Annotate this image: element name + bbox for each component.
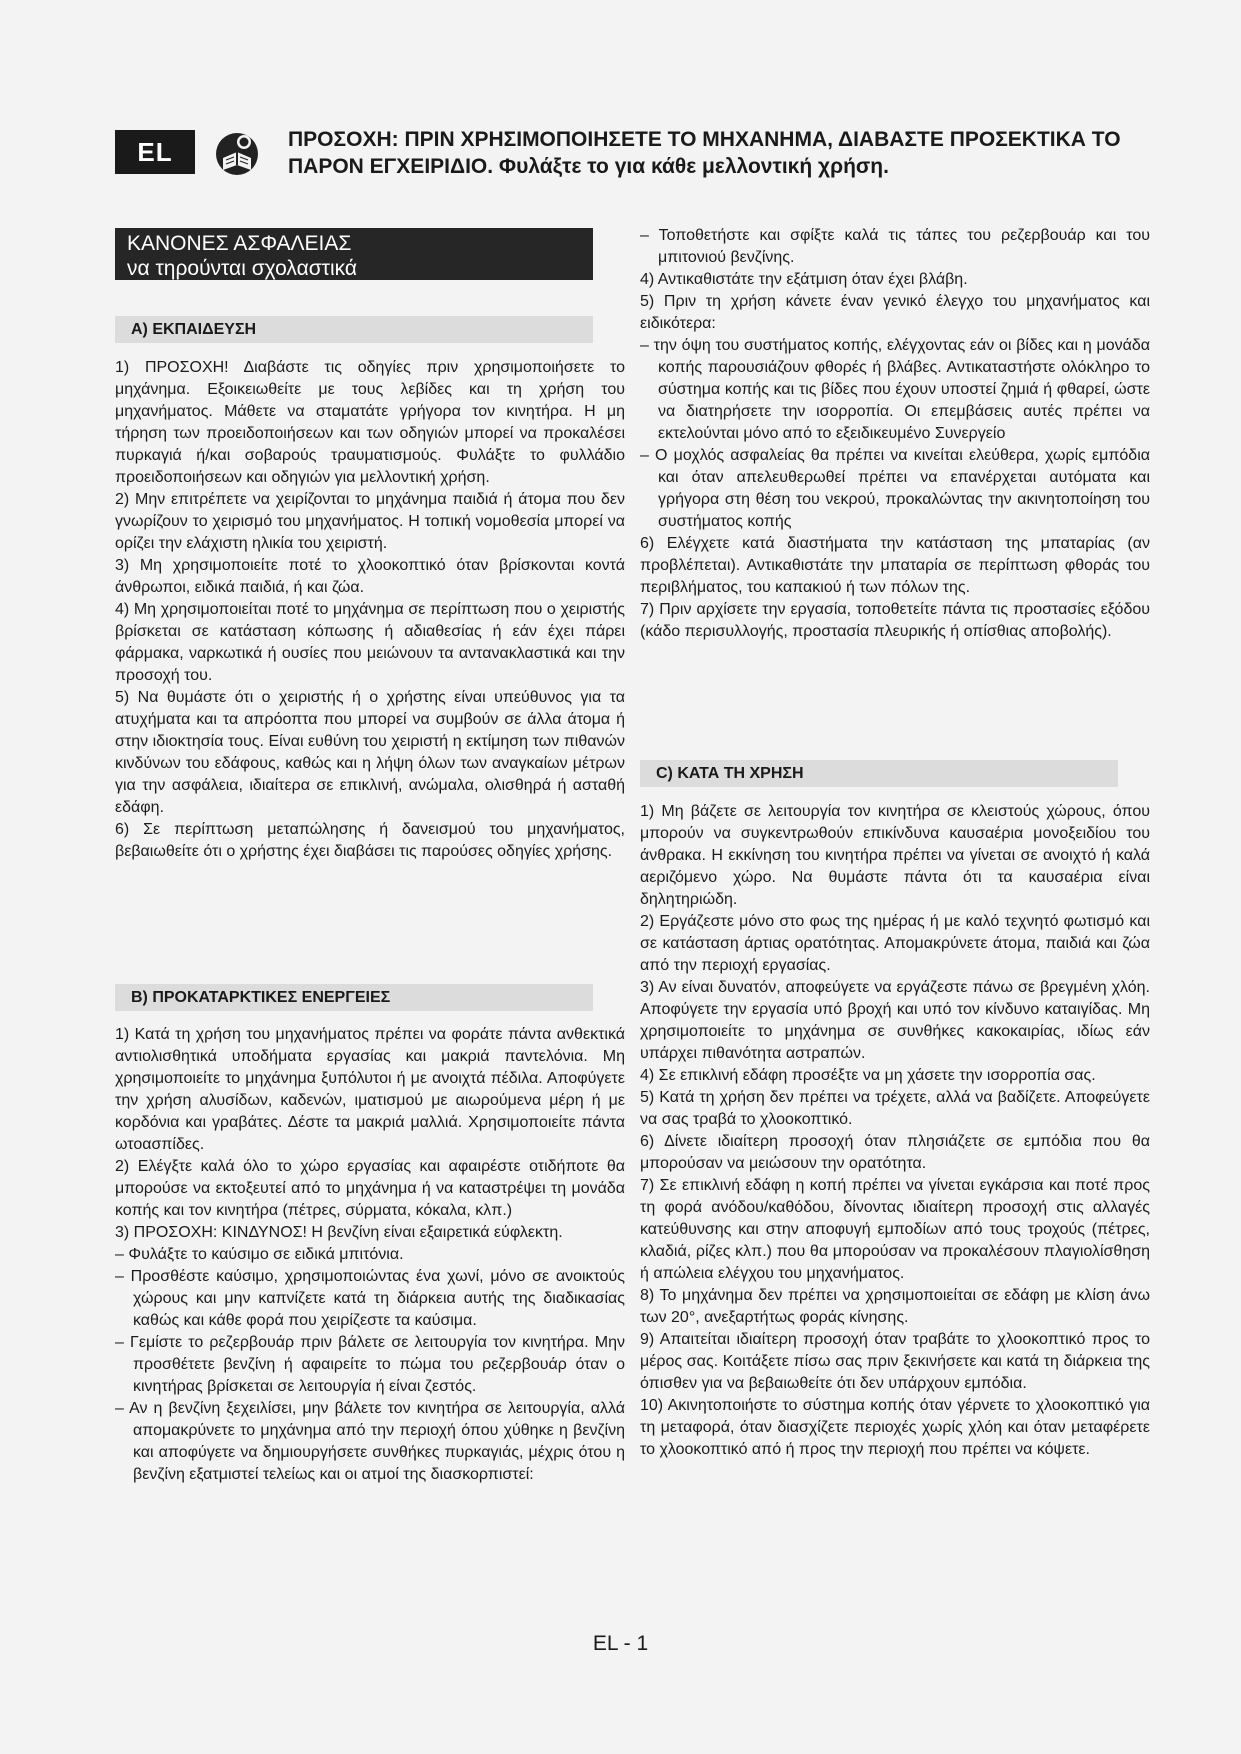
section-a-heading: A) ΕΚΠΑΙΔΕΥΣΗ [115,316,593,343]
c-item: 6) Δίνετε ιδιαίτερη προσοχή όταν πλησιάζετε σε εμπόδια που θα μπορούσαν να μειώσουν την ορατότητα. [640,1133,1150,1172]
page-number: EL - 1 [592,1632,649,1655]
a-item: 2) Μην επιτρέπετε να χειρίζονται το μηχάνημα παιδιά ή άτομα που δεν γνωρίζουν το χειρισμό του μηχανήματος. Η τοπική νομοθεσία μπορεί να ορίζει την ελάχιστη ηλικία του χειριστή. [115,491,625,552]
read-manual-icon [215,128,263,178]
right-item: 6) Ελέγχετε κατά διαστήματα την κατάσταση της μπαταρίας (αν προβλέπεται). Αντικαθιστάτε την μπαταρία σε περίπτωση φθοράς του περιβλήματος, του καπακιού ή των πόλων της. [640,535,1150,596]
right-dash-item: – την όψη του συστήματος κοπής, ελέγχοντας εάν οι βίδες και η μονάδα κοπής παρουσιάζουν φθορές ή βλάβες. Αντικαταστήστε ολόκληρο το σύστημα κοπής και τις βίδες που έχουν υποστεί ζημιά ή φθαρεί, ώστε να διατηρήσετε την ισορροπία. Οι επεμβάσεις αυτές πρέπει να εκτελούνται μόνο από το εξειδικευμένο Συνεργείο [640,337,1150,442]
c-item: 7) Σε επικλινή εδάφη η κοπή πρέπει να γίνεται εγκάρσια και ποτέ προς τη φορά ανόδου/καθόδου, δίνοντας ιδιαίτερη προσοχή στις αλλαγές κατεύθυνσης και στην αποφυγή εμποδίων από τους τροχούς (πέτρες, κλαδιά, ρίζες κλπ.) που θα μπορούσαν να προκαλέσουν πλαγιολίσθηση ή απώλεια ελέγχου του μηχανήματος. [640,1177,1150,1282]
section-c-text [640,801,1150,1461]
banner-line-2: να τηρούνται σχολαστικά [127,257,358,280]
warning-title: ΠΡΟΣΟΧΗ: ΠΡΙΝ ΧΡΗΣΙΜΟΠΟΙΗΣΕΤΕ ΤΟ ΜΗΧΑΝΗΜΑ, ΔΙΑΒΑΣΤΕ ΠΡΟΣΕΚΤΙΚΑ ΤΟ ΠΑΡΟΝ ΕΓΧΕΙΡΙΔΙΟ. Φυλάξτε το για κάθε μελλοντική χρήση. [288,128,1121,178]
c-item: 9) Απαιτείται ιδιαίτερη προσοχή όταν τραβάτε το χλοοκοπτικό προς το μέρος σας. Κοιτάξετε πίσω σας πριν ξεκινήσετε και κατά τη διάρκεια της όπισθεν για να βεβαιωθείτε ότι δεν υπάρχουν εμπόδια. [640,1331,1150,1392]
b-dash-item: – Φυλάξτε το καύσιμο σε ειδικά μπιτόνια. [115,1246,404,1263]
section-b-heading: B) ΠΡΟΚΑΤΑΡΚΤΙΚΕΣ ΕΝΕΡΓΕΙΕΣ [115,984,593,1011]
b-item: 1) Κατά τη χρήση του μηχανήματος πρέπει να φοράτε πάντα ανθεκτικά αντιολισθητικά υποδήματα εργασίας και μακριά παντελόνια. Μη χρησιμοποιείτε το μηχάνημα ξυπόλυτοι ή με ανοιχτά πέδιλα. Αποφύγετε την χρήση αλυσίδων, καδενών, ιματισμού με αιωρούμενα μέρη ή με κορδόνια και γραβάτες. Δέστε τα μακριά μαλλιά. Χρησιμοποιείτε πάντα ωτοασπίδες. [115,1026,625,1153]
right-item: 5) Πριν τη χρήση κάνετε έναν γενικό έλεγχο του μηχανήματος και ειδικότερα: [640,293,1150,332]
c-item: 5) Κατά τη χρήση δεν πρέπει να τρέχετε, αλλά να βαδίζετε. Αποφεύγετε να σας τραβά το χλοοκοπτικό. [640,1089,1150,1128]
right-dash-item: – Ο μοχλός ασφαλείας θα πρέπει να κινείται ελεύθερα, χωρίς εμπόδια και όταν απελευθερωθεί πρέπει να επανέρχεται αυτόματα και γρήγορα στη θέση του νεκρού, προκαλώντας την ακινητοποίηση του συστήματος κοπής [640,447,1150,530]
c-item: 10) Ακινητοποιήστε το σύστημα κοπής όταν γέρνετε το χλοοκοπτικό για τη μεταφορά, όταν διασχίζετε περιοχές χωρίς χλόη και όταν μεταφέρετε το χλοοκοπτικό από ή προς την περιοχή που πρέπει να κόψετε. [640,1397,1150,1458]
a-item: 3) Μη χρησιμοποιείτε ποτέ το χλοοκοπτικό όταν βρίσκονται κοντά άνθρωποι, ειδικά παιδιά, ή και ζώα. [115,557,625,596]
right-item: 7) Πριν αρχίσετε την εργασία, τοποθετείτε πάντα τις προστασίες εξόδου (κάδο περισυλλογής, προστασία πλευρικής ή οπίσθιας αποβολής). [640,601,1150,640]
a-item: 4) Μη χρησιμοποιείται ποτέ το μηχάνημα σε περίπτωση που ο χειριστής βρίσκεται σε κατάσταση κόπωσης ή αδιαθεσίας ή εάν έχει πάρει φάρμακα, ναρκωτικά ή ουσίες που μειώνουν τα αντανακλαστικά και την προσοχή του. [115,601,625,684]
c-item: 3) Αν είναι δυνατόν, αποφεύγετε να εργάζεστε πάνω σε βρεγμένη χλόη. Αποφύγετε την εργασία υπό βροχή και υπό τον κίνδυνο καταιγίδας. Μη χρησιμοποιείτε το μηχάνημα σε συνθήκες κακοκαιρίας, ιδίως εάν υπάρχει πιθανότητα αστραπών. [640,979,1150,1062]
banner-line-1: ΚΑΝΟΝΕΣ ΑΣΦΑΛΕΙΑΣ [127,232,352,255]
b-dash-item: – Γεμίστε το ρεζερβουάρ πριν βάλετε σε λειτουργία τον κινητήρα. Μην προσθέτετε βενζίνη ή αφαιρείτε το πώμα του ρεζερβουάρ όταν ο κινητήρας βρίσκεται σε λειτουργία ή είναι ζεστός. [115,1334,625,1395]
right-column-top-text [640,225,1150,643]
safety-rules-banner [115,228,593,280]
b-dash-item: – Αν η βενζίνη ξεχειλίσει, μην βάλετε τον κινητήρα σε λειτουργία, αλλά απομακρύνετε το μηχάνημα από την περιοχή όπου χύθηκε η βενζίνη και αποφύγετε να δημιουργήσετε συνθήκες πυρκαγιάς, μέχρις ότου η βενζίνη εξατμιστεί τελείως και οι ατμοί της διασκορπιστεί: [115,1400,625,1483]
a-item: 5) Να θυμάστε ότι ο χειριστής ή ο χρήστης είναι υπεύθυνος για τα ατυχήματα και τα απρόοπτα που μπορεί να συμβούν σε άλλα άτομα ή στην ιδιοκτησία τους. Είναι ευθύνη του χειριστή η εκτίμηση των πιθανών κινδύνων του εδάφους, καθώς και η λήψη όλων των αναγκαίων μέτρων για την ασφάλεια, ιδιαίτερα σε επικλινή, ανώμαλα, ολισθηρά ή ασταθή εδάφη. [115,689,625,816]
a-item: 1) ΠΡΟΣΟΧΗ! Διαβάστε τις οδηγίες πριν χρησιμοποιήσετε το μηχάνημα. Εξοικειωθείτε με τους λεβίδες και τη χρήση του μηχανήματος. Μάθετε να σταματάτε γρήγορα τον κινητήρα. Η μη τήρηση των προειδοποιήσεων και των οδηγιών μπορεί να προκαλέσει πυρκαγιά ή/και σοβαρούς τραυματισμούς. Φυλάξτε το φυλλάδιο προειδοποιήσεων και οδηγιών για μελλοντική χρήση. [115,359,625,486]
b-dash-item: – Προσθέστε καύσιμο, χρησιμοποιώντας ένα χωνί, μόνο σε ανοικτούς χώρους και μην καπνίζετε κατά τη διάρκεια αυτής της διαδικασίας καθώς και κάθε φορά που χειρίζεστε τα καύσιμα. [115,1268,625,1329]
section-a-text [115,357,625,863]
right-item: 4) Αντικαθιστάτε την εξάτμιση όταν έχει βλάβη. [640,271,968,288]
b-item: 3) ΠΡΟΣΟΧΗ: ΚΙΝΔΥΝΟΣ! Η βενζίνη είναι εξαιρετικά εύφλεκτη. [115,1224,563,1241]
a-item: 6) Σε περίπτωση μεταπώλησης ή δανεισμού του μηχανήματος, βεβαιωθείτε ότι ο χρήστης έχει διαβάσει τις παρούσες οδηγίες χρήσης. [115,821,625,860]
c-item: 1) Μη βάζετε σε λειτουργία τον κινητήρα σε κλειστούς χώρους, όπου μπορούν να συγκεντρωθούν επικίνδυνα καυσαέρια μονοξειδίου του άνθρακα. Η εκκίνηση του κινητήρα πρέπει να γίνεται σε ανοιχτό ή καλά αεριζόμενο χώρο. Να θυμάστε πάντα ότι τα καυσαέρια είναι δηλητηριώδη. [640,803,1150,908]
c-item: 2) Εργάζεστε μόνο στο φως της ημέρας ή με καλό τεχνητό φωτισμό και σε κατάσταση άρτιας ορατότητας. Απομακρύνετε άτομα, παιδιά και ζώα από την περιοχή εργασίας. [640,913,1150,974]
right-dash-item: – Τοποθετήστε και σφίξτε καλά τις τάπες του ρεζερβουάρ και του μπιτονιού βενζίνης. [640,227,1150,266]
c-item: 8) Το μηχάνημα δεν πρέπει να χρησιμοποιείται σε εδάφη με κλίση άνω των 20°, ανεξαρτήτως φοράς κίνησης. [640,1287,1150,1326]
language-badge: EL [115,130,195,174]
b-item: 2) Ελέγξτε καλά όλο το χώρο εργασίας και αφαιρέστε οτιδήποτε θα μπορούσε να εκτοξευτεί από το μηχάνημα ή να καταστρέψει τη μονάδα κοπής και τον κινητήρα (πέτρες, σύρματα, κόκαλα, κλπ.) [115,1158,625,1219]
section-c-heading: C) ΚΑΤΑ ΤΗ ΧΡΗΣΗ [640,760,1118,787]
c-item: 4) Σε επικλινή εδάφη προσέξτε να μη χάσετε την ισορροπία σας. [640,1067,1096,1084]
section-b-text [115,1024,625,1486]
